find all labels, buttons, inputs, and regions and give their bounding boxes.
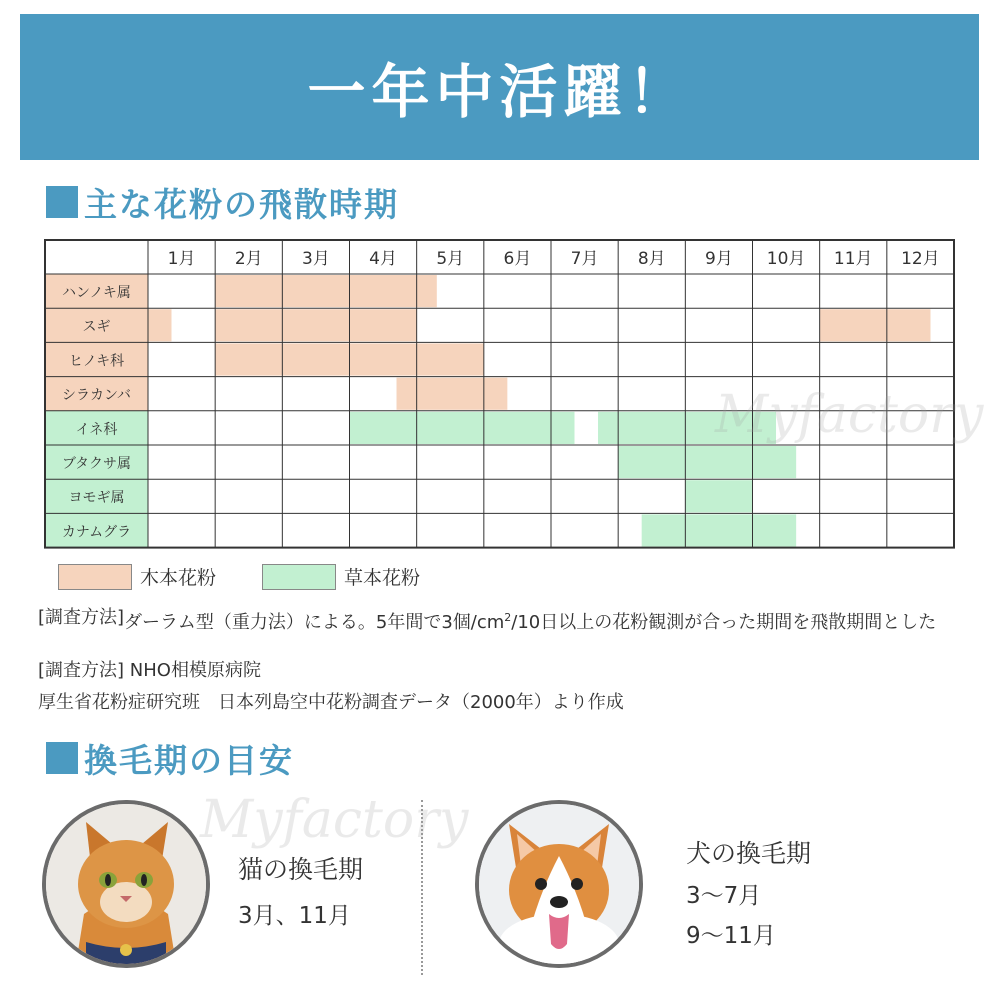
dog-title: 犬の換毛期: [686, 839, 812, 868]
note-method-sup: 2: [504, 611, 512, 624]
note-method-text: [124, 606, 944, 635]
month-header: 6月: [503, 249, 532, 269]
month-header: 12月: [901, 249, 940, 269]
legend-wood: [58, 563, 216, 590]
watermark-text-pets: Myfactory: [200, 790, 469, 850]
pollen-bar-4: [397, 378, 508, 410]
watermark-text-chart: Myfactory: [715, 385, 984, 445]
month-header: 11月: [833, 249, 873, 269]
note-place-text: NHO相模原病院: [129, 660, 261, 681]
pollen-bar-6: [618, 446, 796, 478]
pollen-bar-5: [598, 412, 776, 444]
pollen-bar-1: [215, 275, 437, 307]
month-header: 7月: [570, 249, 599, 269]
month-header: 2月: [234, 249, 263, 269]
note-method: [38, 606, 944, 635]
note-place-label: [調査方法]: [38, 660, 125, 681]
section-divider: [421, 800, 423, 975]
legend-grass-swatch: [262, 564, 336, 590]
legend-wood-label: 木本花粉: [140, 567, 217, 589]
dog-period-1: 3〜7月: [686, 883, 762, 909]
note-method-label: [調査方法]: [38, 607, 125, 628]
dog-illustration: [479, 804, 639, 964]
dog-photo: [475, 800, 643, 968]
month-header: 1月: [167, 249, 196, 269]
cat-photo: [42, 800, 210, 968]
banner-title: 一年中活躍！: [307, 58, 692, 126]
row-label: シラカンバ: [61, 387, 132, 404]
row-label: カナムグラ: [61, 524, 132, 541]
month-header: 5月: [436, 249, 465, 269]
month-header: 9月: [705, 249, 733, 269]
pollen-bar-7: [685, 480, 752, 512]
legend-wood-swatch: [58, 564, 132, 590]
note-place: [38, 659, 261, 683]
note-source: [38, 691, 624, 715]
cat-title: 猫の換毛期: [238, 855, 364, 884]
row-label: ヨモギ属: [68, 490, 125, 507]
month-header: 8月: [637, 249, 666, 269]
note-source-text: 厚生省花粉症研究班 日本列島空中花粉調査データ（2000年）より作成: [38, 692, 624, 713]
month-header: 4月: [369, 249, 397, 269]
legend-grass: [262, 563, 420, 590]
cat-illustration: [46, 804, 206, 964]
pollen-bar-5: [350, 412, 575, 444]
pollen-bar-2: [148, 309, 172, 341]
pollen-bar-2: [820, 309, 931, 341]
note-method-text-b: /10日以上の花粉観測が合った期間を飛散期間とした: [511, 612, 937, 633]
shedding-section-title: 換毛期の目安: [84, 740, 294, 780]
row-label: ブタクサ属: [61, 456, 132, 472]
heading-square-icon-2: [46, 742, 78, 774]
month-header: 10月: [766, 249, 806, 269]
pollen-bar-2: [215, 309, 417, 341]
legend-grass-label: 草本花粉: [344, 567, 421, 589]
note-method-text-a: ダーラム型（重力法）による。5年間で3個/cm: [124, 612, 505, 633]
month-header: 3月: [302, 249, 330, 269]
shedding-section-heading: [46, 738, 294, 778]
row-label: スギ: [82, 319, 111, 336]
row-label: ヒノキ科: [68, 353, 125, 370]
cat-period: 3月、11月: [238, 903, 351, 929]
row-label: ハンノキ属: [62, 285, 131, 301]
watermark-pets: [200, 790, 468, 850]
pollen-section-title: 主な花粉の飛散時期: [84, 184, 399, 224]
pollen-bar-8: [642, 514, 796, 546]
dog-period-2: 9〜11月: [686, 923, 776, 949]
row-label: イネ科: [75, 421, 118, 438]
